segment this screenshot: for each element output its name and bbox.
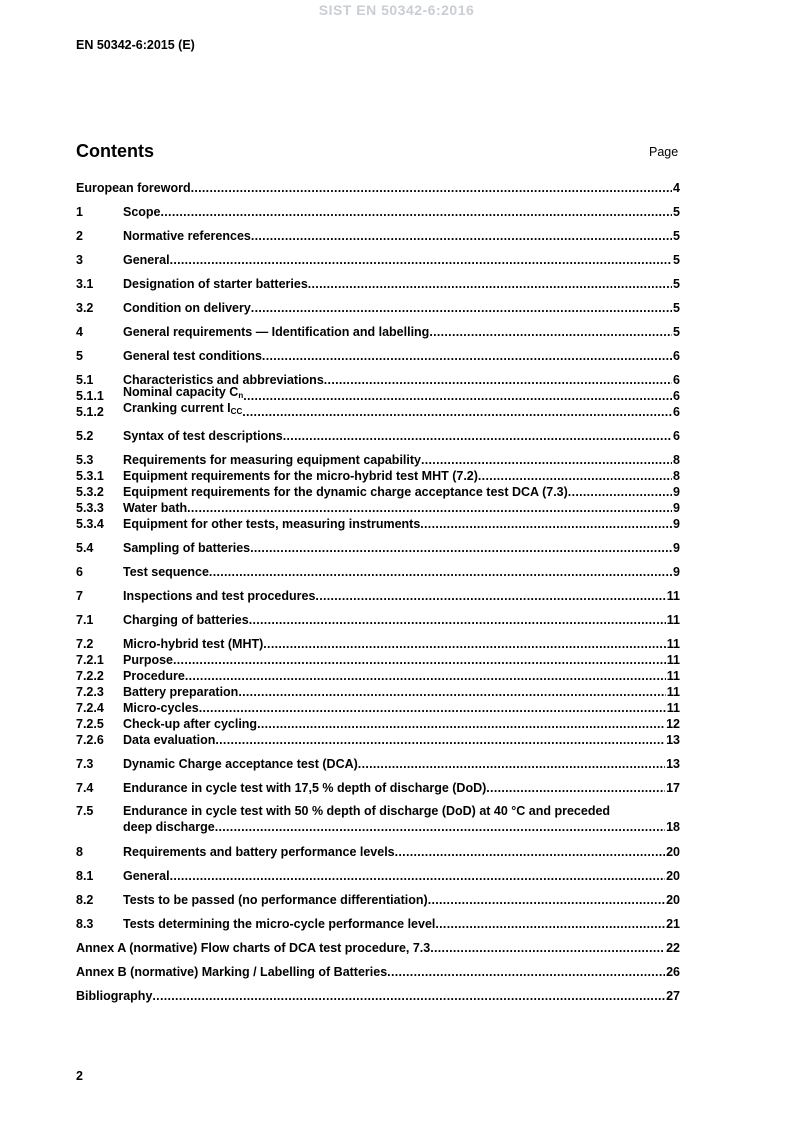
toc-entry-page: 26 [666,965,680,979]
toc-entry-page: 11 [666,701,680,715]
toc-entry-title-text: Equipment for other tests, measuring instruments [123,517,421,531]
leader-dots [209,565,672,579]
toc-entry-title [123,917,435,931]
toc-entry-page: 4 [673,181,680,195]
toc-entry[interactable] [76,669,680,683]
leader-dots [199,701,666,715]
toc-entry[interactable] [76,541,680,555]
toc-entry[interactable] [76,565,680,579]
toc-entry-title [123,301,251,315]
toc-entry-number: 7.2.6 [76,733,104,747]
leader-dots [170,253,672,267]
leader-dots [315,589,665,603]
toc-entry[interactable] [76,589,680,603]
toc-entry-title-text: General [123,253,170,267]
toc-entry-title [123,717,257,731]
toc-entry-title [123,229,251,243]
toc-entry[interactable] [76,989,680,1003]
leader-dots [185,669,666,683]
toc-entry[interactable] [76,229,680,243]
toc-entry-title-text: Syntax of test descriptions [123,429,283,443]
contents-heading: Contents [76,141,154,161]
toc-entry-title-text: Annex A (normative) Flow charts of DCA test procedure, 7.3 [76,941,431,955]
toc-entry-title [123,893,428,907]
toc-entry-number: 3.2 [76,301,94,315]
toc-entry[interactable] [76,429,680,443]
toc-entry-number: 5.4 [76,541,94,555]
toc-entry[interactable] [76,781,680,795]
toc-entry-title-text: Characteristics and abbreviations [123,373,324,387]
toc-entry-title [123,589,315,603]
toc-entry-title-text: Purpose [123,653,174,667]
toc-entry-title [123,869,170,883]
toc-entry-page: 13 [666,757,680,771]
toc-entry-title [123,401,242,419]
leader-dots [429,325,672,339]
leader-dots [257,717,665,731]
toc-entry-title-text: Designation of starter batteries [123,277,308,291]
toc-entry-number: 3 [76,253,83,267]
toc-entry-title [123,637,263,651]
toc-entry-title [123,325,429,339]
toc-entry-number: 3.1 [76,277,94,291]
toc-entry-title [123,781,486,795]
leader-dots [242,405,672,419]
toc-entry[interactable] [76,917,680,931]
toc-entry[interactable] [76,453,680,467]
leader-dots [283,429,672,443]
leader-dots [420,517,672,531]
toc-entry[interactable] [76,757,680,771]
toc-entry-title-text: Annex B (normative) Marking / Labelling of Batteries [76,965,388,979]
toc-entry-number: 7.4 [76,781,94,795]
toc-entry-title [76,941,430,955]
leader-dots [243,389,672,403]
leader-dots [262,349,672,363]
leader-dots [249,613,666,627]
toc-entry[interactable] [76,869,680,883]
toc-entry[interactable] [76,253,680,267]
toc-entry[interactable] [76,501,680,515]
toc-entry-page: 27 [666,989,680,1003]
toc-entry-title-continued: deep discharge [123,820,215,834]
toc-entry[interactable] [76,965,680,979]
toc-entry-number: 8.2 [76,893,94,907]
toc-entry[interactable] [76,613,680,627]
toc-entry-number: 7.2 [76,637,94,651]
toc-entry-page: 8 [673,469,680,483]
toc-entry-page: 6 [673,405,680,419]
toc-entry-page: 6 [673,389,680,403]
footer-page-number: 2 [76,1069,83,1083]
leader-dots [251,229,672,243]
toc-entry-page: 9 [673,565,680,579]
toc-entry-page: 11 [666,669,680,683]
toc-entry-title-text: Equipment requirements for the dynamic charge acceptance test DCA (7.3) [123,485,568,499]
leader-dots [238,685,665,699]
document-id: EN 50342-6:2015 (E) [76,38,195,52]
toc-entry-title-text: Scope [123,205,161,219]
toc-entry-subscript: n [238,391,244,400]
toc-entry-number: 7.2.5 [76,717,104,731]
toc-entry-title-text: Water bath [123,501,188,515]
leader-dots [486,781,665,795]
toc-entry-title [76,965,387,979]
toc-entry-number: 5.1 [76,373,94,387]
toc-entry-title [123,757,358,771]
toc-entry-title-text: Battery preparation [123,685,239,699]
toc-entry[interactable] [76,803,680,835]
toc-entry-title-text: Normative references [123,229,251,243]
toc-entry-page: 21 [666,917,680,931]
toc-entry[interactable] [76,717,680,731]
toc-entry-title [123,613,249,627]
toc-entry-title: Endurance in cycle test with 50 % depth of discharge (DoD) at 40 °C and preceded [123,804,611,818]
toc-entry-title [123,205,161,219]
toc-entry-title-text: Micro-hybrid test (MHT) [123,637,264,651]
toc-entry-number: 7.2.1 [76,653,104,667]
toc-entry-title-text: Cranking current I [123,401,231,415]
toc-entry-number: 5.2 [76,429,94,443]
toc-entry[interactable] [76,517,680,531]
toc-entry-page: 5 [673,277,680,291]
toc-entry-page: 20 [666,869,680,883]
toc-entry-title [123,485,568,499]
toc-entry-page: 5 [673,301,680,315]
toc-entry-title-text: Tests determining the micro-cycle performance level [123,917,436,931]
watermark: SIST EN 50342-6:2016 [318,2,475,18]
toc-entry-number: 5.3.1 [76,469,104,483]
toc-entry-title-text: Nominal capacity C [123,385,239,399]
toc-entry-page: 12 [666,717,680,731]
leader-dots [191,181,672,195]
toc-entry[interactable] [76,181,680,195]
toc-entry[interactable] [76,733,680,747]
toc-entry-title [76,181,191,195]
toc-entry-title-text: Procedure [123,669,185,683]
toc-entry-title-text: European foreword [76,181,191,195]
toc-entry-title-text: General [123,869,170,883]
toc-entry-number: 8 [76,845,83,859]
leader-dots [161,205,673,219]
toc-entry-page: 11 [666,589,680,603]
toc-entry-title [123,565,209,579]
toc-entry-title [123,469,478,483]
leader-dots [170,869,666,883]
toc-entry-page: 11 [666,613,680,627]
toc-entry-title [123,349,262,363]
toc-entry-title-text: Dynamic Charge acceptance test (DCA) [123,757,358,771]
toc-entry-title-text: Condition on delivery [123,301,251,315]
toc-entry[interactable] [76,941,680,955]
toc-entry[interactable] [76,301,680,315]
toc-entry-page: 20 [666,845,680,859]
toc-entry-title [123,653,173,667]
toc-entry-title-text: Inspections and test procedures [123,589,316,603]
toc-entry-number: 2 [76,229,83,243]
toc-entry[interactable] [76,685,680,699]
toc-entry-subscript: CC [230,407,243,416]
toc-entry-page: 9 [673,541,680,555]
toc-entry-number: 8.1 [76,869,94,883]
toc-entry-title [123,669,185,683]
toc-entry-page: 5 [673,325,680,339]
toc-entry-page: 17 [666,781,680,795]
leader-dots [215,819,665,835]
leader-dots [263,637,666,651]
toc-entry-number: 7.5 [76,804,94,818]
toc-entry-number: 5.3 [76,453,94,467]
toc-entry-title-text: Endurance in cycle test with 17,5 % depth of discharge (DoD) [123,781,487,795]
toc-entry-title [123,701,199,715]
leader-dots [215,733,665,747]
toc-entry-title-text: Check-up after cycling [123,717,258,731]
toc-entry-page: 18 [666,820,680,834]
toc-entry-number: 7.2.2 [76,669,104,683]
toc-entry-number: 4 [76,325,83,339]
toc-entry-page: 11 [666,685,680,699]
page-column-label: Page [649,145,679,159]
toc-entry[interactable] [76,349,680,363]
toc-entry-page: 9 [673,517,680,531]
toc-entry-number: 7.2.4 [76,701,104,715]
toc-entry-title-text: Data evaluation [123,733,216,747]
toc-entry[interactable] [76,637,680,651]
leader-dots [358,757,665,771]
toc-entry-title [123,501,187,515]
toc-entry-page: 5 [673,229,680,243]
toc-entry-page: 9 [673,485,680,499]
leader-dots [173,653,666,667]
toc-entry-number: 5.3.3 [76,501,104,515]
leader-dots [421,453,672,467]
toc-entry-title [123,685,238,699]
toc-entry-title [123,541,250,555]
toc-entry-title-text: Sampling of batteries [123,541,251,555]
toc-entry-title-text: Micro-cycles [123,701,199,715]
toc-entry-number: 5.3.2 [76,485,104,499]
toc-entry[interactable] [76,485,680,499]
leader-dots [568,485,672,499]
toc-entry-number: 7 [76,589,83,603]
toc-entry-number: 7.2.3 [76,685,104,699]
toc-entry-title [123,429,283,443]
toc-entry[interactable] [76,845,680,859]
leader-dots [428,893,665,907]
leader-dots [395,845,665,859]
toc-entry-page: 8 [673,453,680,467]
toc-entry-page: 20 [666,893,680,907]
toc-entry-title-text: Equipment requirements for the micro-hybrid test MHT (7.2) [123,469,478,483]
toc-entry-title-text: Charging of batteries [123,613,249,627]
leader-dots [250,541,672,555]
toc-entry-page: 9 [673,501,680,515]
leader-dots [152,989,665,1003]
toc-entry-page: 22 [666,941,680,955]
toc-entry-title [123,845,395,859]
toc-entry[interactable] [76,653,680,667]
toc-entry-title-text: Requirements and battery performance levels [123,845,395,859]
leader-dots [324,373,672,387]
toc-entry-number: 8.3 [76,917,94,931]
toc-entry-title [123,277,308,291]
leader-dots [435,917,665,931]
toc-entry-number: 7.3 [76,757,94,771]
leader-dots [478,469,672,483]
toc-entry-title-text: Tests to be passed (no performance differentiation) [123,893,428,907]
leader-dots [430,941,665,955]
toc-entry-page: 11 [666,653,680,667]
toc-entry-number: 5.3.4 [76,517,104,531]
toc-entry[interactable] [76,469,680,483]
toc-entry-title [123,733,215,747]
leader-dots [187,501,672,515]
leader-dots [387,965,665,979]
toc-entry-page: 6 [673,429,680,443]
toc-entry-title [76,989,152,1003]
toc-entry-title [123,453,421,467]
toc-entry-title [123,517,420,531]
toc-entry-title-text: General test conditions [123,349,262,363]
toc-entry-number: 6 [76,565,83,579]
toc-entry-page: 6 [673,349,680,363]
toc-entry[interactable] [76,401,680,419]
toc-entry-number: 1 [76,205,83,219]
toc-entry[interactable] [76,325,680,339]
toc-entry[interactable] [76,893,680,907]
toc-entry-number: 5 [76,349,83,363]
toc-entry-number: 5.1.2 [76,405,104,419]
toc-entry-title-text: General requirements — Identification and labelling [123,325,430,339]
toc-entry-title [123,253,170,267]
toc-entry-page: 11 [666,637,680,651]
leader-dots [251,301,672,315]
toc-entry[interactable] [76,205,680,219]
toc-entry-number: 5.1.1 [76,389,104,403]
toc-entry-title-text: Test sequence [123,565,209,579]
toc-entry[interactable] [76,701,680,715]
toc-entry-page: 13 [666,733,680,747]
toc-entry-page: 5 [673,253,680,267]
toc-entry[interactable] [76,277,680,291]
toc-entry-page: 5 [673,205,680,219]
leader-dots [308,277,672,291]
toc-entry-title-text: Requirements for measuring equipment capability [123,453,421,467]
toc-entry-number: 7.1 [76,613,94,627]
toc-entry-page: 6 [673,373,680,387]
toc-entry-title-text: Bibliography [76,989,153,1003]
